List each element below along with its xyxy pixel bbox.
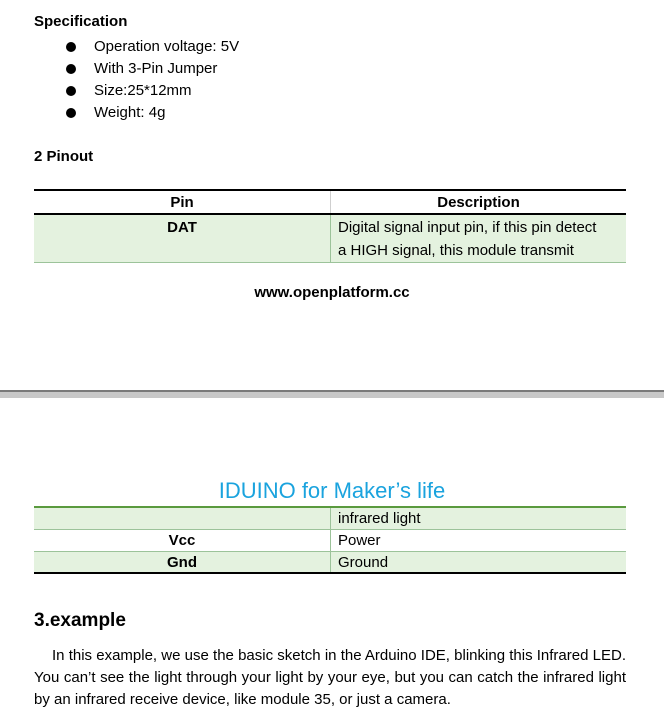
pinout-table: [34, 189, 626, 263]
table-row: [34, 552, 626, 574]
specification-heading: Specification: [34, 13, 128, 30]
list-item: [66, 58, 239, 80]
header-description: Description: [330, 191, 626, 213]
table-header-row: [34, 191, 626, 215]
spec-item-text: Operation voltage: 5V: [94, 38, 240, 55]
description-line: Digital signal input pin, if this pin detect: [338, 219, 597, 236]
pin-vcc-description: Power: [330, 530, 626, 551]
table-row: [34, 530, 626, 552]
specification-list: [66, 36, 239, 124]
page-header-brand: IDUINO for Maker’s life: [218, 478, 446, 503]
pin-dat-description-continued: infrared light: [330, 508, 626, 529]
example-heading: 3.example: [34, 610, 126, 631]
footer-url: www.openplatform.cc: [254, 284, 410, 301]
bullet-icon: [66, 86, 76, 96]
table-row: [34, 508, 626, 530]
pinout-heading: 2 Pinout: [34, 148, 94, 165]
spec-item-text: Size:25*12mm: [94, 82, 192, 99]
spec-item-text: With 3-Pin Jumper: [94, 60, 218, 77]
list-item: [66, 102, 239, 124]
pin-dat-continued: [34, 508, 330, 529]
pin-vcc: Vcc: [168, 532, 196, 549]
header-pin: Pin: [170, 194, 194, 211]
pin-dat: DAT: [167, 219, 197, 236]
pin-dat-description: [330, 215, 626, 262]
example-paragraph: In this example, we use the basic sketch in the Arduino IDE, blinking this Infrared LED. You can’t see the light through your light by your eye, but you can catch the infrared light by an infrared receive device, like module 35, or just a camera.: [34, 647, 626, 708]
bullet-icon: [66, 108, 76, 118]
bullet-icon: [66, 64, 76, 74]
spec-item-text: Weight: 4g: [94, 104, 166, 121]
pin-gnd-description: Ground: [330, 552, 626, 572]
list-item: [66, 80, 239, 102]
pin-gnd: Gnd: [167, 554, 197, 571]
page-separator: [0, 390, 664, 398]
bullet-icon: [66, 42, 76, 52]
pinout-table-continued: [34, 506, 626, 574]
list-item: [66, 36, 239, 58]
description-line: a HIGH signal, this module transmit: [338, 242, 574, 259]
table-row: [34, 215, 626, 263]
